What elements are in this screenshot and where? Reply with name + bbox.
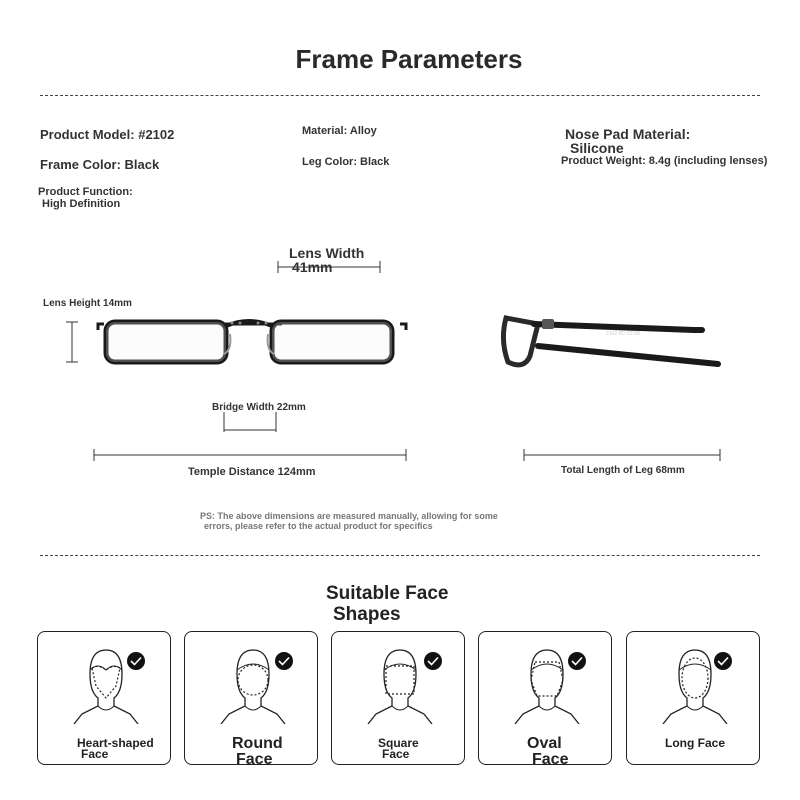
glasses-front-view [92,310,412,370]
bridge-width-label: Bridge Width 22mm [212,402,306,413]
top-divider [40,95,760,96]
bridge-width-dimension-line [220,410,280,434]
lens-width-dimension-line [276,260,382,274]
face-card-long [626,631,760,765]
spec-function-value: High Definition [42,198,121,210]
lens-width-value: 41mm [292,259,333,275]
spec-nose-pad-label: Nose Pad Material: [565,126,691,142]
middle-divider [40,555,760,556]
lens-height-dimension-line [64,320,80,364]
lens-height-label: Lens Height 14mm [43,298,132,309]
face-label-line1: Oval [527,735,562,752]
check-icon [424,652,442,670]
measurement-note-line1: PS: The above dimensions are measured manually, allowing for some [200,511,498,521]
face-label-line2: Face [532,751,569,768]
spec-product-model: Product Model: #2102 [40,127,175,142]
face-section-title-line1: Suitable Face [326,583,449,604]
spec-leg-color: Leg Color: Black [302,156,390,168]
face-label-line1: Heart-shaped [77,736,154,750]
lens-width-label: Lens Width [289,245,365,261]
spec-material: Material: Alloy [302,125,377,137]
leg-length-dimension-line [522,448,722,462]
leg-length-label: Total Length of Leg 68mm [561,465,685,476]
glasses-side-view [498,310,728,374]
face-label-line2: Face [382,747,410,761]
page-title: Frame Parameters [295,44,523,74]
spec-product-weight: Product Weight: 8.4g (including lenses) [561,155,768,167]
face-card-round [184,631,318,768]
spec-nose-pad-value: Silicone [570,140,624,156]
check-icon [275,652,293,670]
temple-distance-label: Temple Distance 124mm [188,466,316,478]
check-icon [568,652,586,670]
face-label-line2: Face [81,747,109,761]
spec-frame-color: Frame Color: Black [40,157,160,172]
face-card-oval [478,631,612,768]
measurement-note-line2: errors, please refer to the actual product for specifics [204,521,433,531]
temple-imprint: 2102 41□22-68 [606,331,640,337]
spec-function-label: Product Function: [38,186,133,198]
face-card-heart [37,631,171,765]
face-section-title-line2: Shapes [333,604,401,625]
face-card-square [331,631,465,765]
face-label-line2: Face [236,751,273,768]
check-icon [714,652,732,670]
face-label-line1: Square [378,736,419,750]
face-label-line1: Round [232,735,283,752]
check-icon [127,652,145,670]
square-face-icon [362,640,438,724]
temple-distance-dimension-line [92,448,408,462]
face-label-line1: Long Face [665,736,726,750]
